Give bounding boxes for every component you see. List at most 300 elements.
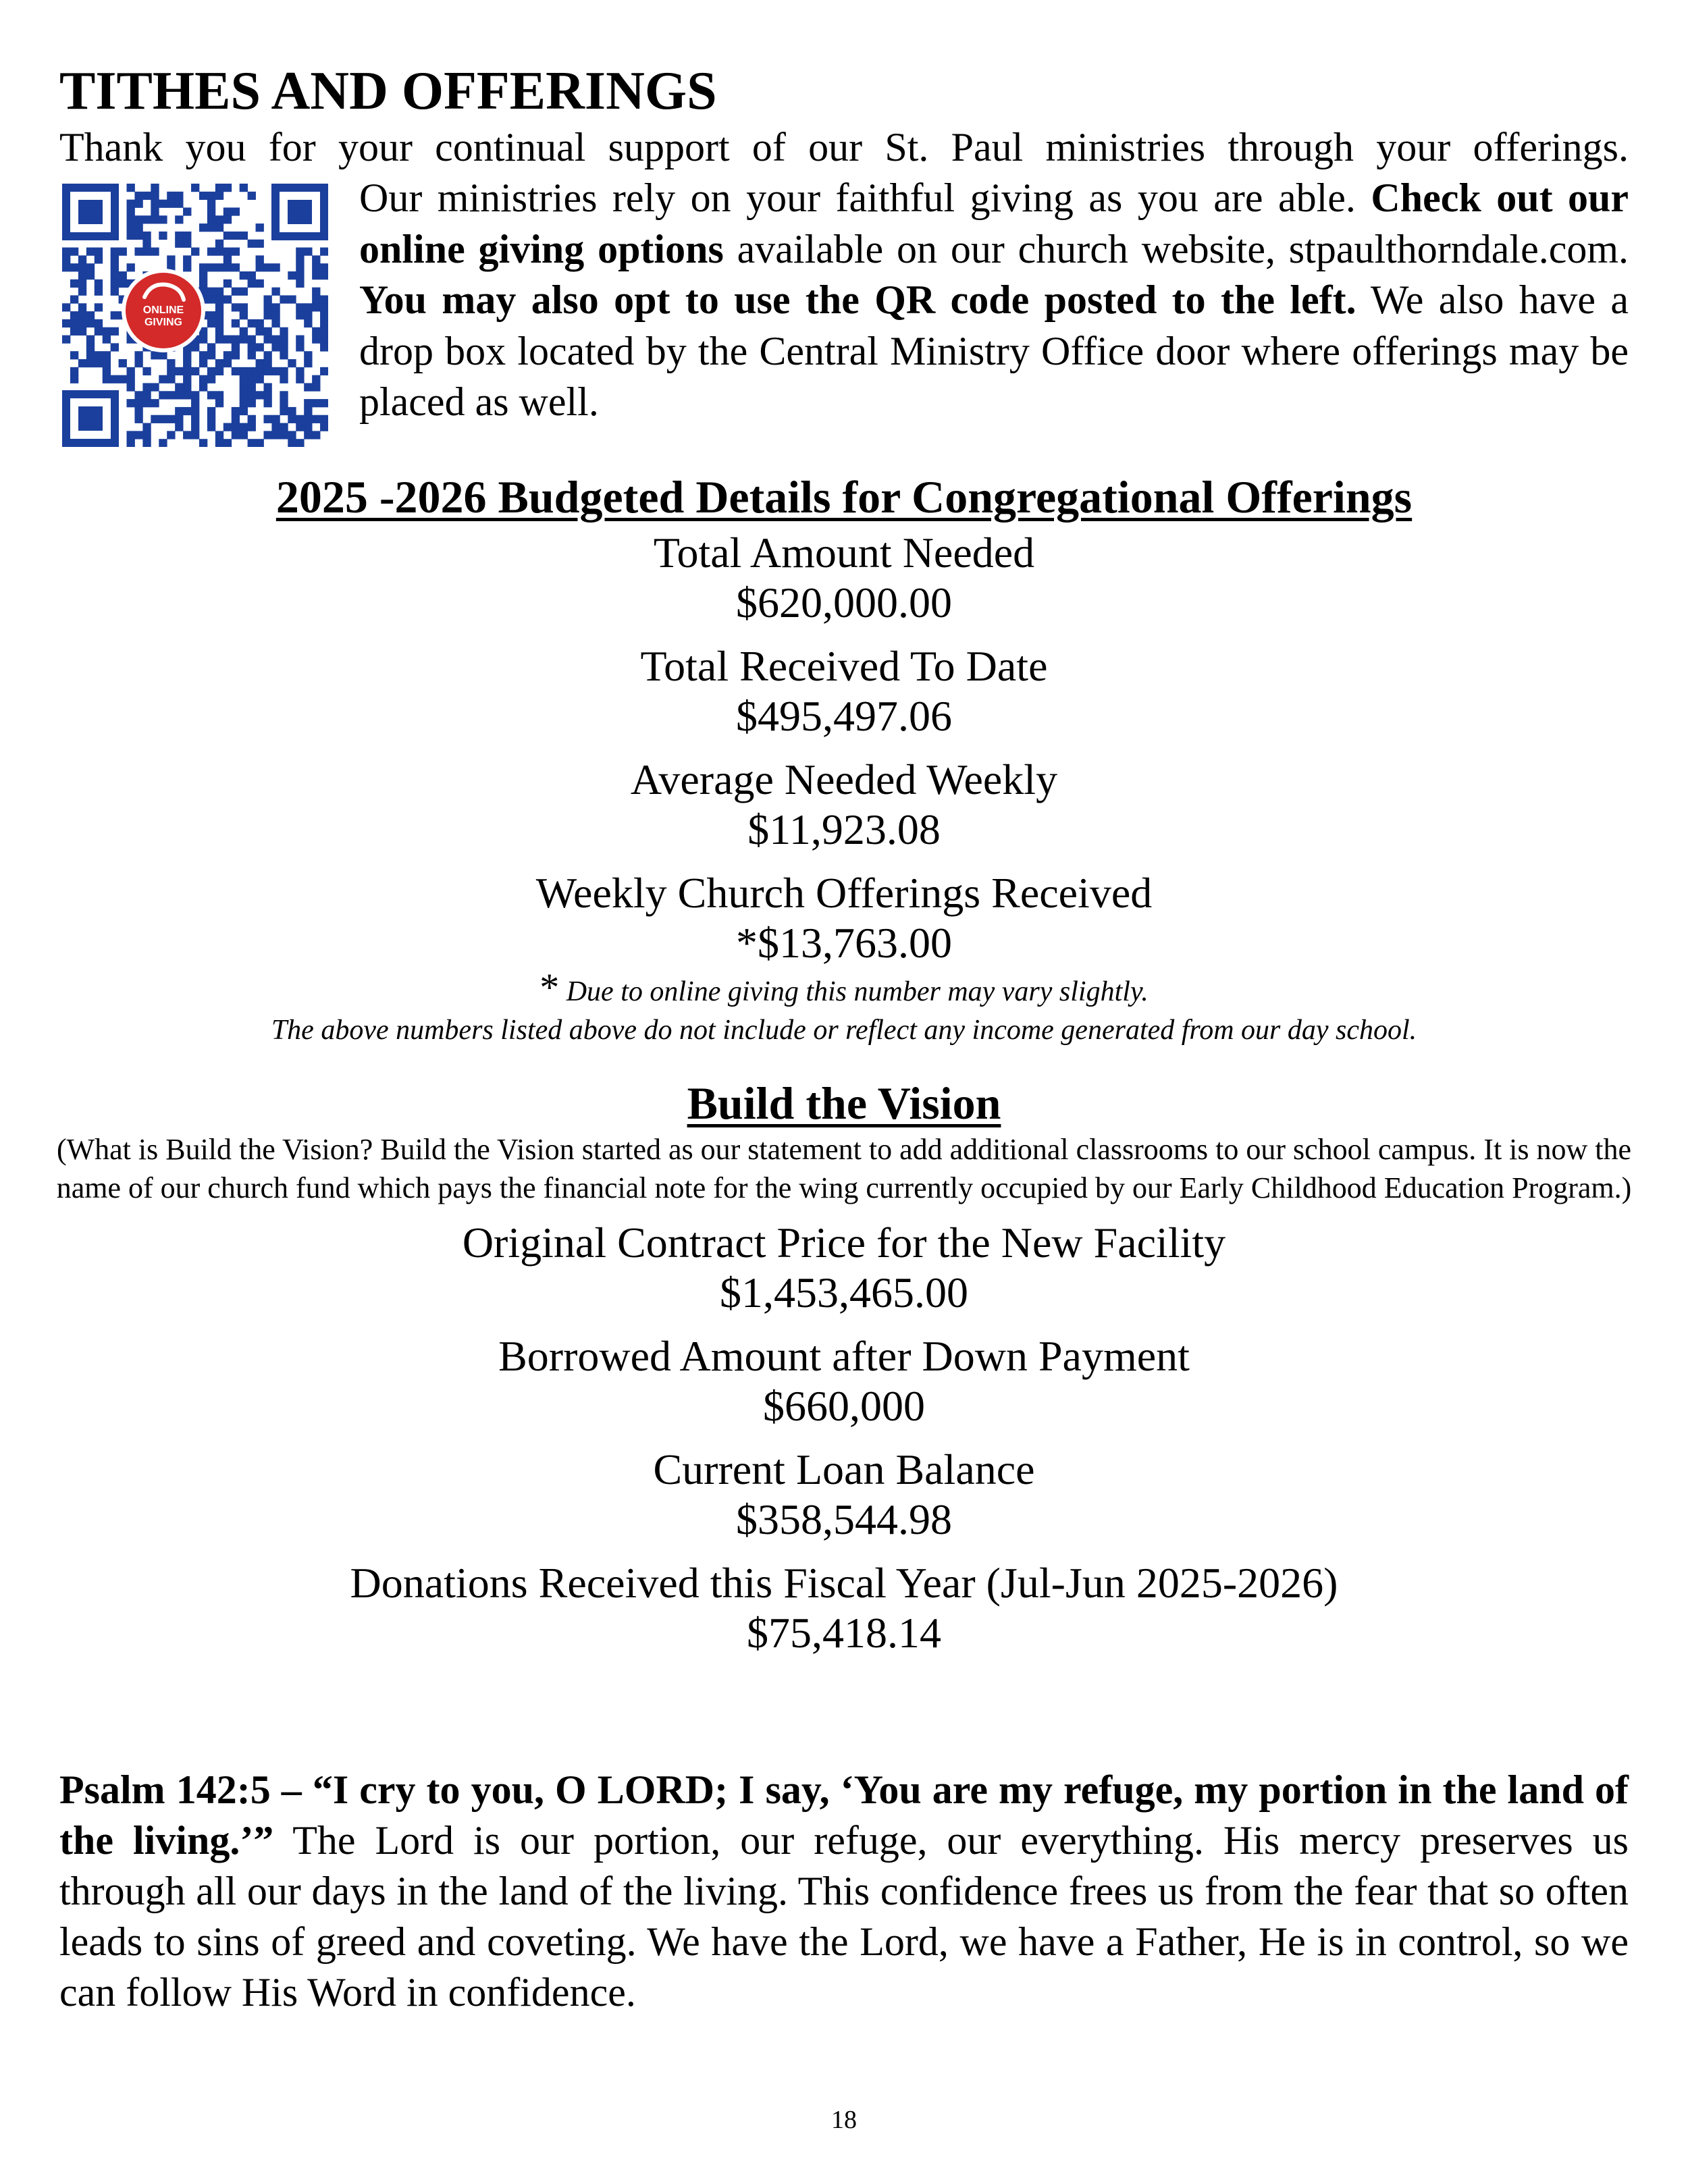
qr-module — [240, 327, 248, 336]
qr-module — [207, 200, 215, 208]
qr-module — [215, 303, 223, 311]
qr-module — [240, 184, 248, 192]
qr-module — [175, 240, 183, 248]
qr-module — [70, 311, 78, 319]
qr-module — [134, 215, 142, 223]
qr-module — [111, 375, 119, 383]
qr-module — [199, 279, 207, 288]
qr-module — [78, 255, 86, 263]
qr-finder-top-right — [271, 184, 328, 240]
qr-module — [296, 415, 304, 423]
qr-module — [78, 271, 86, 279]
qr-module — [95, 359, 103, 367]
qr-module — [256, 240, 264, 248]
qr-module — [103, 336, 111, 344]
vision-item — [0, 1331, 1688, 1431]
qr-module — [159, 375, 167, 383]
qr-module — [78, 359, 86, 367]
day-school-note: The above numbers listed above do not include or reflect any income generated from our day school. — [271, 1015, 1417, 1046]
qr-module — [248, 423, 256, 431]
qr-module — [111, 343, 119, 351]
qr-module — [142, 232, 151, 240]
qr-module — [280, 399, 288, 407]
qr-module — [78, 303, 86, 311]
qr-module — [183, 407, 191, 415]
qr-module — [86, 248, 95, 256]
qr-module — [167, 391, 175, 399]
qr-module — [199, 359, 207, 367]
qr-module — [320, 423, 328, 431]
qr-module — [207, 223, 215, 232]
qr-module — [70, 263, 78, 271]
qr-module — [70, 279, 78, 288]
qr-module — [142, 431, 151, 439]
qr-module — [127, 383, 135, 391]
qr-module — [304, 248, 312, 256]
qr-module — [304, 359, 312, 367]
qr-module — [240, 423, 248, 431]
qr-module — [199, 192, 207, 200]
qr-module — [207, 263, 215, 271]
qr-code[interactable] — [62, 184, 328, 447]
qr-finder-top-left — [62, 184, 119, 240]
qr-module — [312, 336, 320, 344]
qr-module — [62, 303, 70, 311]
qr-module — [183, 391, 191, 399]
qr-module — [134, 200, 142, 208]
qr-module — [142, 192, 151, 200]
qr-module — [183, 207, 191, 215]
qr-module — [103, 367, 111, 375]
qr-module — [78, 279, 86, 288]
qr-module — [263, 263, 271, 271]
qr-module — [111, 271, 119, 279]
qr-module — [312, 263, 320, 271]
qr-module — [111, 279, 119, 288]
qr-module — [127, 223, 135, 232]
qr-module — [263, 351, 271, 359]
qr-module — [78, 311, 86, 319]
qr-module — [215, 327, 223, 336]
qr-module — [151, 399, 159, 407]
qr-module — [263, 303, 271, 311]
qr-module — [215, 288, 223, 296]
qr-module — [70, 351, 78, 359]
qr-module — [223, 232, 232, 240]
qr-module — [263, 383, 271, 391]
qr-module — [207, 311, 215, 319]
qr-module — [127, 375, 135, 383]
qr-module — [159, 215, 167, 223]
qr-module — [312, 288, 320, 296]
qr-module — [215, 263, 223, 271]
qr-module — [127, 232, 135, 240]
qr-module — [312, 375, 320, 383]
intro-text-2: available on our church website, stpaulthorndale.com. — [723, 226, 1629, 271]
qr-module — [232, 232, 240, 240]
intro-text-3: We also have a drop box located by the Central Ministry Office door where offerings may be placed as well. — [359, 277, 1629, 424]
psalm-paragraph — [59, 1765, 1629, 2018]
qr-module — [312, 271, 320, 279]
qr-module — [232, 351, 240, 359]
intro-paragraph — [359, 173, 1629, 428]
qr-module — [134, 431, 142, 439]
qr-module — [248, 375, 256, 383]
qr-module — [288, 415, 296, 423]
vision-item — [0, 1558, 1688, 1658]
qr-module — [280, 336, 288, 344]
qr-module — [103, 351, 111, 359]
badge-text-line2: GIVING — [144, 317, 183, 328]
qr-module — [223, 279, 232, 288]
qr-module — [86, 359, 95, 367]
qr-module — [207, 375, 215, 383]
budget-label: Total Amount Needed — [653, 529, 1035, 577]
qr-module — [167, 192, 175, 200]
qr-module — [111, 255, 119, 263]
qr-module — [223, 184, 232, 192]
qr-module — [62, 255, 70, 263]
qr-module — [263, 391, 271, 399]
qr-module — [304, 351, 312, 359]
vision-item — [0, 1218, 1688, 1318]
qr-module — [207, 415, 215, 423]
qr-module — [288, 431, 296, 439]
qr-module — [263, 311, 271, 319]
qr-module — [175, 383, 183, 391]
qr-module — [167, 431, 175, 439]
qr-module — [232, 415, 240, 423]
qr-module — [256, 391, 264, 399]
qr-module — [159, 439, 167, 447]
qr-module — [134, 351, 142, 359]
qr-module — [199, 439, 207, 447]
intro-text-1: Our ministries rely on your faithful giving as you are able. — [359, 176, 1371, 220]
qr-module — [183, 367, 191, 375]
qr-module — [320, 415, 328, 423]
qr-module — [296, 255, 304, 263]
qr-module — [304, 383, 312, 391]
vision-title: Build the Vision — [687, 1077, 1001, 1129]
qr-module — [215, 359, 223, 367]
note-text: Due to online giving this number may vary slightly. — [566, 976, 1149, 1007]
qr-module — [78, 327, 86, 336]
qr-module — [142, 423, 151, 431]
qr-finder-bottom-left — [62, 390, 119, 447]
qr-module — [256, 319, 264, 327]
qr-module — [312, 431, 320, 439]
qr-module — [248, 351, 256, 359]
qr-module — [151, 248, 159, 256]
qr-module — [134, 407, 142, 415]
qr-module — [62, 248, 70, 256]
qr-module — [111, 263, 119, 271]
qr-module — [199, 271, 207, 279]
vision-label: Current Loan Balance — [653, 1445, 1035, 1493]
qr-module — [271, 415, 280, 423]
qr-module — [304, 407, 312, 415]
qr-module — [256, 255, 264, 263]
budget-label: Average Needed Weekly — [630, 755, 1058, 803]
qr-module — [159, 351, 167, 359]
qr-module — [70, 319, 78, 327]
qr-module — [256, 223, 264, 232]
qr-module — [70, 248, 78, 256]
qr-module — [240, 303, 248, 311]
qr-module — [240, 288, 248, 296]
qr-module — [215, 336, 223, 344]
qr-module — [207, 407, 215, 415]
qr-module — [248, 391, 256, 399]
vision-label: Donations Received this Fiscal Year (Jul-Jun 2025-2026) — [350, 1559, 1338, 1607]
qr-module — [288, 407, 296, 415]
qr-module — [134, 399, 142, 407]
qr-module — [95, 303, 103, 311]
qr-module — [167, 359, 175, 367]
qr-module — [175, 200, 183, 208]
qr-module — [207, 391, 215, 399]
qr-module — [271, 303, 280, 311]
qr-module — [304, 423, 312, 431]
qr-module — [271, 336, 280, 344]
qr-module — [183, 232, 191, 240]
qr-module — [86, 263, 95, 271]
budget-value: *$13,763.00 — [736, 919, 952, 967]
vision-label: Original Contract Price for the New Facility — [462, 1219, 1226, 1267]
qr-module — [256, 439, 264, 447]
qr-module — [248, 383, 256, 391]
qr-module — [240, 367, 248, 375]
qr-module — [199, 375, 207, 383]
qr-module — [127, 200, 135, 208]
qr-module — [304, 311, 312, 319]
qr-module — [263, 327, 271, 336]
qr-module — [240, 399, 248, 407]
qr-module — [215, 223, 223, 232]
qr-module — [215, 391, 223, 399]
qr-module — [280, 391, 288, 399]
qr-module — [320, 327, 328, 336]
vision-label: Borrowed Amount after Down Payment — [498, 1332, 1190, 1380]
qr-module — [175, 192, 183, 200]
qr-module — [191, 391, 199, 399]
qr-module — [78, 263, 86, 271]
qr-module — [207, 288, 215, 296]
qr-module — [304, 415, 312, 423]
qr-module — [271, 431, 280, 439]
qr-module — [111, 288, 119, 296]
qr-module — [248, 279, 256, 288]
qr-module — [240, 232, 248, 240]
qr-module — [256, 359, 264, 367]
qr-module — [151, 351, 159, 359]
qr-module — [95, 279, 103, 288]
qr-module — [248, 415, 256, 423]
qr-module — [127, 184, 135, 192]
qr-module — [320, 271, 328, 279]
qr-module — [183, 255, 191, 263]
qr-module — [134, 223, 142, 232]
qr-module — [207, 367, 215, 375]
qr-module — [248, 336, 256, 344]
qr-module — [215, 439, 223, 447]
qr-module — [223, 423, 232, 431]
qr-module — [296, 311, 304, 319]
vision-value: $75,418.14 — [747, 1609, 941, 1657]
vision-value: $358,544.98 — [736, 1495, 952, 1543]
qr-module — [151, 383, 159, 391]
qr-module — [223, 248, 232, 256]
qr-module — [280, 431, 288, 439]
qr-module — [103, 327, 111, 336]
qr-module — [304, 319, 312, 327]
qr-module — [151, 200, 159, 208]
qr-module — [183, 240, 191, 248]
qr-module — [95, 248, 103, 256]
qr-module — [207, 319, 215, 327]
qr-module — [256, 279, 264, 288]
qr-module — [296, 367, 304, 375]
qr-module — [256, 263, 264, 271]
qr-module — [86, 319, 95, 327]
qr-module — [263, 415, 271, 423]
qr-module — [191, 184, 199, 192]
qr-module — [191, 415, 199, 423]
qr-module — [175, 367, 183, 375]
qr-module — [167, 415, 175, 423]
qr-module — [296, 343, 304, 351]
qr-module — [142, 383, 151, 391]
qr-module — [215, 319, 223, 327]
qr-module — [207, 215, 215, 223]
qr-module — [320, 319, 328, 327]
qr-module — [280, 343, 288, 351]
qr-module — [127, 431, 135, 439]
qr-module — [320, 295, 328, 303]
qr-module — [142, 367, 151, 375]
qr-module — [271, 343, 280, 351]
qr-module — [232, 303, 240, 311]
qr-module — [151, 192, 159, 200]
qr-module — [70, 295, 78, 303]
qr-module — [119, 279, 127, 288]
qr-module — [127, 207, 135, 215]
qr-module — [95, 255, 103, 263]
qr-module — [263, 336, 271, 344]
qr-module — [232, 263, 240, 271]
qr-module — [248, 319, 256, 327]
budget-item — [0, 528, 1688, 628]
qr-module — [288, 295, 296, 303]
qr-module — [320, 263, 328, 271]
qr-module — [119, 271, 127, 279]
qr-module — [207, 423, 215, 431]
qr-module — [151, 184, 159, 192]
qr-module — [199, 351, 207, 359]
qr-module — [240, 431, 248, 439]
qr-module — [232, 336, 240, 344]
qr-module — [167, 367, 175, 375]
qr-module — [240, 336, 248, 344]
qr-module — [175, 215, 183, 223]
qr-module — [256, 367, 264, 375]
qr-module — [183, 375, 191, 383]
qr-module — [240, 407, 248, 415]
qr-module — [142, 391, 151, 399]
qr-module — [86, 351, 95, 359]
qr-module — [263, 295, 271, 303]
qr-module — [248, 399, 256, 407]
qr-module — [280, 295, 288, 303]
online-giving-badge — [122, 269, 205, 352]
qr-module — [248, 343, 256, 351]
qr-module — [191, 423, 199, 431]
qr-module — [78, 319, 86, 327]
qr-module — [207, 248, 215, 256]
qr-module — [248, 367, 256, 375]
budget-value: $495,497.06 — [736, 692, 952, 740]
qr-module — [223, 263, 232, 271]
qr-module — [86, 271, 95, 279]
qr-module — [232, 423, 240, 431]
qr-module — [280, 423, 288, 431]
intro-first-line: Thank you for your continual support of our St. Paul ministries through your offerings. — [59, 125, 1629, 169]
qr-module — [288, 359, 296, 367]
qr-module — [223, 207, 232, 215]
budget-item — [0, 641, 1688, 741]
qr-module — [240, 375, 248, 383]
qr-module — [280, 351, 288, 359]
qr-module — [119, 375, 127, 383]
qr-module — [134, 232, 142, 240]
qr-module — [127, 367, 135, 375]
intro-bold-qr: You may also opt to use the QR code posted to the left. — [359, 277, 1356, 322]
qr-module — [304, 303, 312, 311]
qr-module — [191, 407, 199, 415]
qr-module — [256, 327, 264, 336]
qr-module — [151, 415, 159, 423]
qr-module — [223, 359, 232, 367]
qr-module — [142, 240, 151, 248]
qr-module — [296, 303, 304, 311]
qr-module — [223, 215, 232, 223]
qr-module — [167, 255, 175, 263]
qr-module — [240, 391, 248, 399]
qr-module — [271, 367, 280, 375]
qr-module — [175, 232, 183, 240]
vision-value: $1,453,465.00 — [720, 1269, 968, 1316]
vision-value: $660,000 — [763, 1382, 925, 1430]
qr-module — [296, 439, 304, 447]
qr-module — [296, 423, 304, 431]
qr-module — [159, 415, 167, 423]
page-title: TITHES AND OFFERINGS — [59, 61, 717, 121]
qr-module — [111, 311, 119, 319]
qr-module — [223, 295, 232, 303]
qr-module — [167, 375, 175, 383]
qr-module — [320, 367, 328, 375]
qr-module — [312, 295, 320, 303]
qr-module — [95, 288, 103, 296]
note-asterisk: * — [539, 965, 560, 1009]
qr-module — [111, 248, 119, 256]
qr-module — [191, 248, 199, 256]
qr-module — [119, 248, 127, 256]
qr-module — [232, 319, 240, 327]
qr-module — [62, 263, 70, 271]
qr-module — [232, 407, 240, 415]
qr-module — [271, 423, 280, 431]
